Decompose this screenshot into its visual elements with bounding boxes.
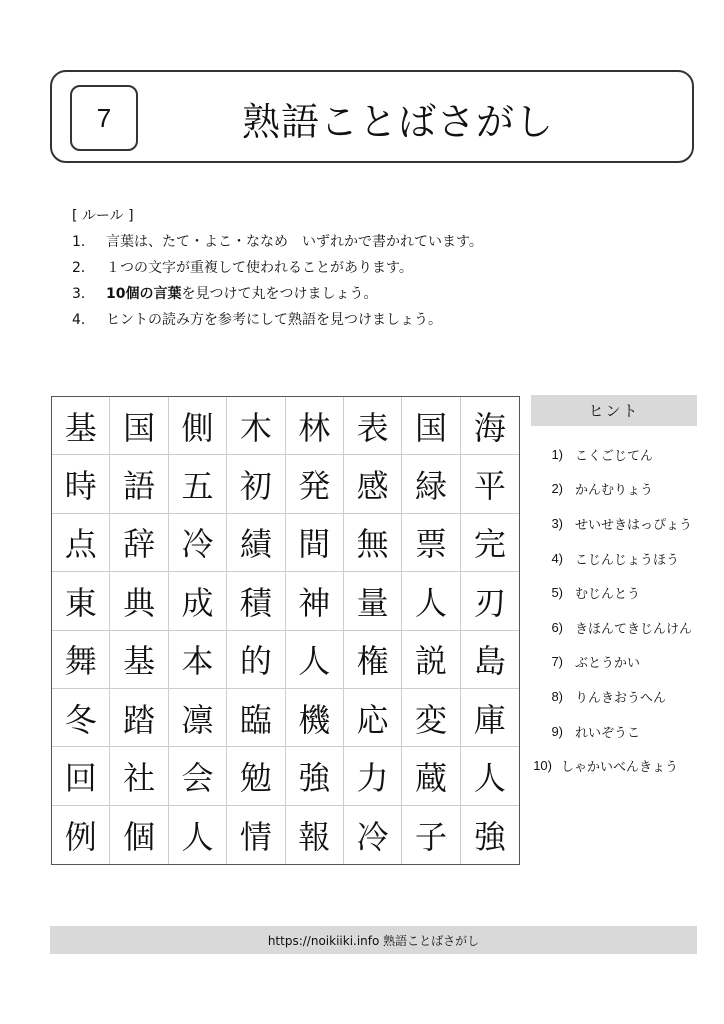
grid-cell[interactable]: 回 [52, 747, 110, 805]
grid-cell[interactable]: 基 [110, 631, 168, 689]
rules-heading: [ ルール ] [72, 208, 134, 224]
hint-item [531, 679, 721, 714]
hint-text: こじんじょうほう [575, 552, 680, 568]
grid-cell[interactable]: 社 [110, 747, 168, 805]
grid-cell[interactable]: 成 [169, 572, 227, 630]
hint-number: 2) [551, 481, 563, 497]
grid-cell[interactable]: 権 [344, 631, 402, 689]
grid-cell[interactable]: 人 [461, 747, 519, 805]
grid-cell[interactable]: 平 [461, 455, 519, 513]
grid-cell[interactable]: 五 [169, 455, 227, 513]
grid-cell[interactable]: 時 [52, 455, 110, 513]
grid-cell[interactable]: 個 [110, 806, 168, 864]
grid-cell[interactable]: 国 [402, 397, 460, 455]
grid-cell[interactable]: 票 [402, 514, 460, 572]
hint-text: かんむりょう [575, 483, 654, 499]
grid-cell[interactable]: 量 [344, 572, 402, 630]
hint-number: 1) [551, 446, 563, 462]
hint-text: こくごじてん [575, 448, 654, 464]
grid-cell[interactable]: 変 [402, 689, 460, 747]
rule-number: 4． [72, 312, 95, 328]
hint-text: しゃかいべんきょう [561, 760, 679, 776]
grid-cell[interactable]: 基 [52, 397, 110, 455]
hint-number: 8) [551, 688, 563, 704]
grid-cell[interactable]: 本 [169, 631, 227, 689]
grid-cell[interactable]: 人 [402, 572, 460, 630]
grid-cell[interactable]: 庫 [461, 689, 519, 747]
grid-cell[interactable]: 冷 [169, 514, 227, 572]
hint-text: きほんてきじんけん [575, 621, 693, 637]
grid-cell[interactable]: 報 [286, 806, 344, 864]
grid-cell[interactable]: 強 [473, 817, 506, 856]
grid-cell[interactable]: 典 [110, 572, 168, 630]
grid-cell[interactable]: 東 [52, 572, 110, 630]
hint-text: むじんとう [575, 587, 641, 603]
grid-cell[interactable]: 点 [52, 514, 110, 572]
grid-cell[interactable]: 初 [227, 455, 285, 513]
grid-cell[interactable]: 凛 [169, 689, 227, 747]
grid-cell[interactable]: 刃 [461, 572, 519, 630]
grid-cell[interactable]: 島 [461, 631, 519, 689]
grid-cell[interactable]: 語 [110, 455, 168, 513]
title-box [50, 70, 694, 163]
hint-text: れいぞうこ [575, 725, 641, 741]
rule-text: ヒントの読み方を参考にして熟語を見つけましょう。 [106, 312, 442, 328]
grid-cell[interactable]: 積 [227, 572, 285, 630]
page-title: 熟語ことばさがし [242, 100, 555, 144]
grid-cell[interactable]: 例 [52, 806, 110, 864]
rule-item [72, 307, 652, 333]
grid-cell[interactable]: 踏 [110, 689, 168, 747]
grid-cell[interactable]: 情 [227, 806, 285, 864]
grid-cell[interactable]: 人 [286, 631, 344, 689]
grid-cell[interactable]: 臨 [227, 689, 285, 747]
hint-text: ぶとうかい [575, 656, 641, 672]
hint-header: ヒント [531, 395, 697, 426]
hint-number: 4) [551, 550, 563, 566]
word-search-grid [51, 396, 520, 865]
hint-text: せいせきはっぴょう [575, 517, 693, 533]
grid-cell[interactable]: 辞 [110, 514, 168, 572]
grid-cell[interactable]: 間 [286, 514, 344, 572]
hint-item [531, 472, 721, 507]
grid-cell[interactable]: 冬 [52, 689, 110, 747]
grid-cell[interactable]: 無 [344, 514, 402, 572]
grid-cell[interactable]: 子 [402, 806, 460, 864]
grid-cell[interactable]: 発 [286, 455, 344, 513]
hint-number: 5) [551, 585, 563, 601]
grid-cell[interactable]: 林 [286, 397, 344, 455]
rule-item [72, 281, 652, 307]
grid-cell[interactable]: 説 [402, 631, 460, 689]
hint-item [531, 748, 721, 783]
footer: https://noikiiki.info 熟語ことばさがし [50, 926, 697, 954]
hint-text: りんきおうへん [575, 690, 667, 706]
hint-number: 3) [551, 515, 563, 531]
grid-cell[interactable]: 神 [286, 572, 344, 630]
grid-cell[interactable]: 国 [110, 397, 168, 455]
grid-cell[interactable]: 人 [169, 806, 227, 864]
hint-item [531, 437, 721, 472]
grid-cell[interactable]: 蔵 [402, 747, 460, 805]
rule-number: 3． [72, 286, 95, 302]
hint-item [531, 506, 721, 541]
grid-cell[interactable]: 感 [344, 455, 402, 513]
rules-section [72, 203, 652, 333]
grid-cell[interactable]: 緑 [402, 455, 460, 513]
grid-cell[interactable]: 冷 [344, 806, 402, 864]
rule-item [72, 229, 652, 255]
grid-cell[interactable]: 勉 [227, 747, 285, 805]
rule-number: 2． [72, 260, 95, 276]
grid-cell[interactable]: 側 [169, 397, 227, 455]
grid-cell[interactable]: 木 [227, 397, 285, 455]
hint-number: 7) [551, 654, 563, 670]
grid-cell[interactable]: 機 [286, 689, 344, 747]
rule-item [72, 255, 652, 281]
grid-cell[interactable]: 会 [169, 747, 227, 805]
grid-cell[interactable]: 応 [344, 689, 402, 747]
grid-cell[interactable]: 表 [344, 397, 402, 455]
rule-text: を見つけて丸をつけましょう。 [181, 286, 378, 302]
hint-list [531, 437, 721, 783]
grid-cell[interactable]: 舞 [52, 631, 110, 689]
grid-cell[interactable]: 強 [286, 747, 344, 805]
grid-cell[interactable]: 績 [227, 514, 285, 572]
hint-item [531, 610, 721, 645]
grid-cell[interactable]: 完 [461, 514, 519, 572]
hint-number: 10) [533, 758, 552, 774]
rule-text: 言葉は、たて・よこ・ななめ いずれかで書かれています。 [106, 234, 483, 250]
puzzle-number: 7 [70, 85, 138, 151]
hint-item [531, 714, 721, 749]
hint-item [531, 575, 721, 610]
hint-number: 9) [551, 723, 563, 739]
rule-bold-text: 10個の言葉 [106, 286, 182, 302]
hint-number: 6) [551, 619, 563, 635]
hint-item [531, 541, 721, 576]
hint-item [531, 645, 721, 680]
grid-cell[interactable]: 力 [344, 747, 402, 805]
rule-number: 1． [72, 234, 95, 250]
rule-text: １つの文字が重複して使われることがあります。 [106, 260, 413, 276]
grid-cell[interactable]: 海 [461, 397, 519, 455]
grid-cell[interactable]: 的 [227, 631, 285, 689]
